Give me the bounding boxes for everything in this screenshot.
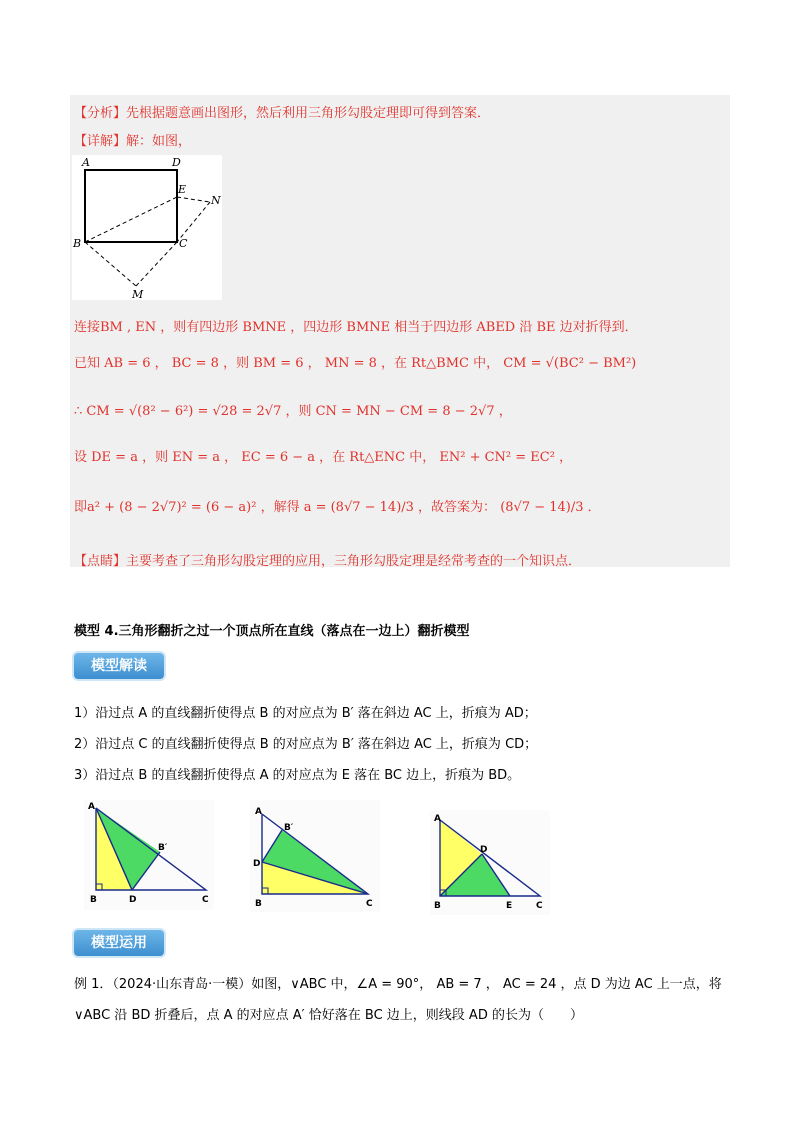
comment-text: 主要考查了三角形勾股定理的应用，三角形勾股定理是经常考查的一个知识点． bbox=[126, 554, 582, 569]
fig1-label-d: D bbox=[172, 156, 181, 169]
model-figure-2 bbox=[250, 800, 380, 912]
model-item-3: 3）沿过点 B 的直线翻折使得点 A 的对应点为 E 落在 BC 边上，折痕为 BD。 bbox=[74, 768, 521, 783]
model-item-2: 2）沿过点 C 的直线翻折使得点 B 的对应点为 B′ 落在斜边 AC 上，折痕为 CD； bbox=[74, 737, 538, 752]
figure-square-fold bbox=[72, 155, 222, 300]
f3-label-b: B bbox=[434, 901, 441, 911]
f2-label-b: B bbox=[255, 899, 262, 909]
model-item-1: 1）沿过点 A 的直线翻折使得点 B 的对应点为 B′ 落在斜边 AC 上，折痕为 AD； bbox=[74, 706, 537, 721]
detail-text: 解：如图， bbox=[126, 134, 192, 149]
f1-label-a: A bbox=[88, 802, 95, 812]
known-line: 已知 AB = 6 ， BC = 8 ，则 BM = 6 ， MN = 8 ，在 Rt△BMC 中， CM = √(BC² − BM²) bbox=[74, 356, 637, 371]
f2-label-c: C bbox=[366, 899, 373, 909]
analysis-text: 先根据题意画出图形，然后利用三角形勾股定理即可得到答案． bbox=[126, 106, 491, 121]
fig1-label-b: B bbox=[73, 237, 82, 250]
f3-label-d: D bbox=[480, 845, 488, 855]
fig1-label-a: A bbox=[82, 156, 90, 169]
example-line-1: 例 1．（2024·山东青岛·一模）如图，∨ABC 中，∠A = 90°， AB = 7 ， AC = 24 ，点 D 为边 AC 上一点，将 bbox=[74, 977, 722, 992]
analysis-line bbox=[74, 102, 490, 121]
f2-label-a: A bbox=[255, 807, 262, 817]
figure-square-fold-svg bbox=[72, 155, 222, 300]
fig1-label-m: M bbox=[132, 288, 144, 300]
fig1-label-n: N bbox=[211, 194, 221, 207]
model-figure-3-svg bbox=[430, 810, 550, 915]
model-title: 模型 4.三角形翻折之过一个顶点所在直线（落点在一边上）翻折模型 bbox=[74, 624, 470, 639]
set-line: 设 DE = a ，则 EN = a ， EC = 6 − a ，在 Rt△ENC 中， EN² + CN² = EC² ， bbox=[74, 450, 573, 465]
equation-prefix: 即 bbox=[74, 500, 88, 515]
model-reading-badge: 模型解读 bbox=[74, 653, 164, 679]
f1-label-b: B bbox=[90, 895, 97, 905]
model-figure-2-svg bbox=[250, 800, 380, 912]
analysis-tag: 【分析】 bbox=[74, 106, 127, 121]
f1-label-c: C bbox=[202, 895, 209, 905]
model-figure-1 bbox=[84, 800, 214, 910]
example-line-2: ∨ABC 沿 BD 折叠后，点 A 的对应点 A′ 恰好落在 BC 边上，则线段 AD 的长为（ ） bbox=[74, 1008, 583, 1023]
f3-label-c: C bbox=[536, 901, 543, 911]
comment-tag: 【点睛】 bbox=[74, 554, 127, 569]
f3-label-a: A bbox=[434, 814, 441, 824]
f3-label-e: E bbox=[506, 901, 513, 911]
cm-line: ∴ CM = √(8² − 6²) = √28 = 2√7 ，则 CN = MN − CM = 8 − 2√7 ， bbox=[74, 404, 512, 419]
f1-label-bprime: B′ bbox=[158, 843, 168, 853]
equation-text: a² + (8 − 2√7)² = (6 − a)² ，解得 a = (8√7 − 14)/3 ，故答案为： (8√7 − 14)/3 ． bbox=[87, 500, 601, 515]
model-figure-1-svg bbox=[84, 800, 214, 910]
fig1-label-e: E bbox=[178, 183, 187, 196]
f2-label-d: D bbox=[253, 859, 261, 869]
model-application-badge: 模型运用 bbox=[74, 930, 164, 956]
f2-label-bprime: B′ bbox=[284, 823, 294, 833]
fig1-label-c: C bbox=[179, 237, 188, 250]
detail-tag: 【详解】 bbox=[74, 134, 127, 149]
detail-line bbox=[74, 130, 191, 149]
equation-line bbox=[74, 496, 601, 515]
connect-line: 连接BM , EN ，则有四边形 BMNE ，四边形 BMNE 相当于四边形 ABED 沿 BE 边对折得到． bbox=[74, 320, 638, 335]
model-figure-3 bbox=[430, 810, 550, 915]
comment-line bbox=[74, 550, 581, 569]
f1-label-d: D bbox=[129, 895, 137, 905]
